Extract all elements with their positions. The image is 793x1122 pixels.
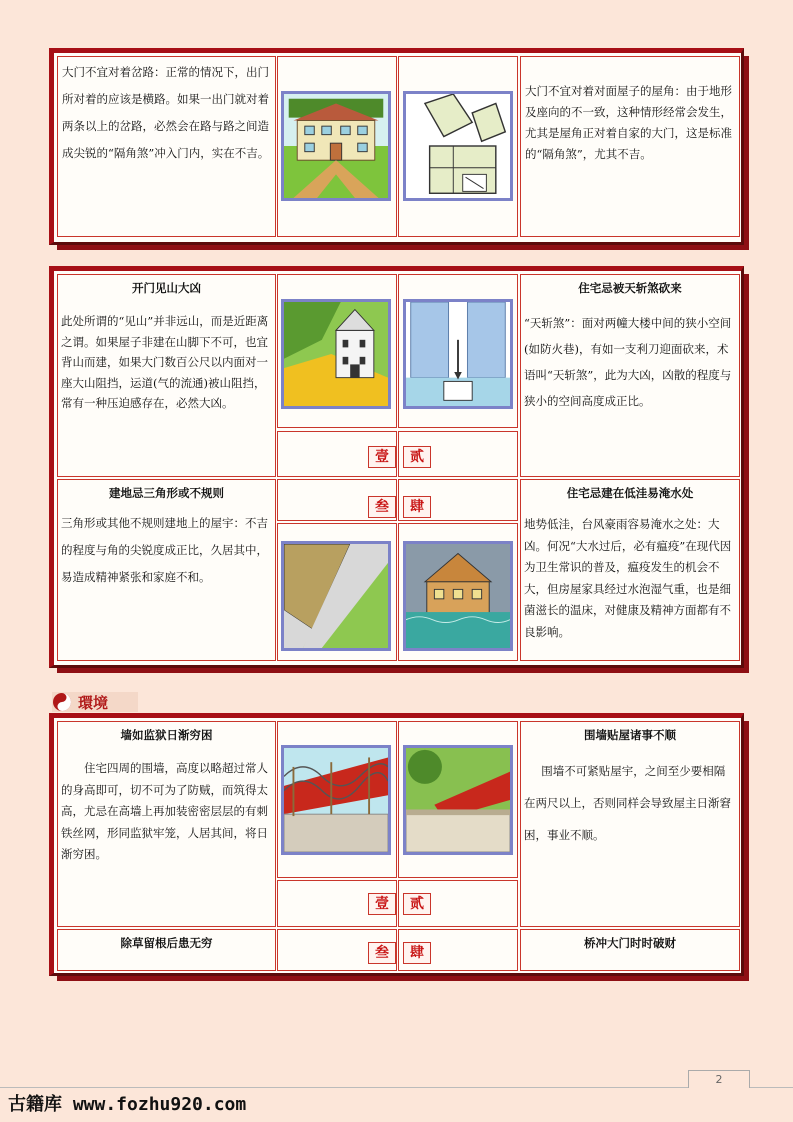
section-title: 環境 bbox=[78, 693, 109, 712]
panel-environment bbox=[49, 713, 744, 976]
sky-blade-body: “天斩煞”：面对两幢大楼中间的狭小空间(如防火巷)，有如一支利刀迎面砍来，术语叫“天斩煞”，此为大凶，凶散的程度与狭小的空间高度成正比。 bbox=[524, 316, 732, 408]
number-badge-4: 肆 bbox=[403, 496, 431, 518]
footer-divider bbox=[0, 1087, 793, 1088]
wall-close-title: 围墙贴屋诸事不顺 bbox=[584, 728, 676, 742]
triangle-title: 建地忌三角形或不规则 bbox=[109, 486, 224, 500]
flooded-house-illustration bbox=[403, 541, 513, 651]
number-badge-4: 肆 bbox=[403, 942, 431, 964]
number-badge-2: 贰 bbox=[403, 446, 431, 468]
triangle-lot-illustration bbox=[281, 541, 391, 651]
number-badge-1: 壹 bbox=[368, 446, 396, 468]
cell-right-text bbox=[520, 56, 740, 237]
footer-brand: 古籍库 www.fozhu920.com bbox=[8, 1094, 247, 1115]
prison-wall-body: 住宅四周的围墙，高度以略超过常人的身高即可，切不可为了防贼，而筑得太高，尤忌在高墙上再加装密密层层的有刺铁丝网，形同监狱牢笼，人居其间，将日渐穷困。 bbox=[61, 761, 268, 861]
cell-prison-wall-text bbox=[57, 721, 276, 927]
floor-plan-illustration bbox=[403, 91, 513, 201]
barbed-wall-illustration bbox=[281, 745, 391, 855]
mountain-body: 此处所谓的“见山”并非远山，而是近距离之谓。如果屋子非建在山脚下不可，也宜背山而建，如果大门数百公尺以内面对一座大山阻挡，运道(气的流通)被山阻挡，常有一种压迫感存在，必然大凶。 bbox=[61, 314, 269, 410]
gate-fork-text: 大门不宜对着岔路：正常的情况下，出门所对着的应该是横路。如果一出门就对着两条以上的岔路，必然会在路与路之间造成尖锐的“隔角煞”冲入门内，实在不吉。 bbox=[62, 65, 270, 160]
cell-weeds-text bbox=[57, 929, 276, 971]
twin-towers-illustration bbox=[403, 299, 513, 409]
cell-left-text bbox=[57, 56, 276, 237]
triangle-body: 三角形或其他不规则建地上的屋宇：不吉的程度与角的尖锐度成正比，久居其中，易造成精神紧张和家庭不和。 bbox=[61, 516, 268, 584]
prison-wall-title: 墙如监狱日渐穷困 bbox=[120, 728, 213, 742]
gate-corner-text: 大门不宜对着对面屋子的屋角：由于地形及座向的不一致，这种情形经常会发生，尤其是屋角正对着自家的大门，这是标准的“隔角煞”，尤其不吉。 bbox=[525, 84, 732, 161]
page-number: 2 bbox=[688, 1070, 750, 1088]
weeds-title: 除草留根后患无穷 bbox=[120, 936, 213, 950]
panel-site-feng-shui bbox=[49, 266, 744, 668]
cell-flood-text bbox=[520, 479, 740, 661]
wall-against-house-illustration bbox=[403, 745, 513, 855]
number-badge-2: 贰 bbox=[403, 893, 431, 915]
cell-bridge-text bbox=[520, 929, 740, 971]
number-badge-3: 叁 bbox=[368, 496, 396, 518]
mountain-title: 开门见山大凶 bbox=[132, 281, 201, 295]
cell-triangle-text bbox=[57, 479, 276, 661]
house-fork-illustration bbox=[281, 91, 391, 201]
flood-body: 地势低洼，台风豪雨容易淹水之处：大凶。何况“大水过后，必有瘟疫”在现代因为卫生常识的普及，瘟疫发生的机会不大，但房屋家具经过水泡湿气重，也是细菌滋长的温床，对健康及精神方面都有不良影响。 bbox=[524, 517, 732, 639]
wall-close-body: 围墙不可紧贴屋宇，之间至少要相隔在两尺以上，否则同样会导致屋主日渐窘困，事业不顺。 bbox=[524, 764, 731, 842]
panel-gate-fork bbox=[49, 48, 744, 245]
castle-mountain-illustration bbox=[281, 299, 391, 409]
sky-blade-title: 住宅忌被天斩煞砍来 bbox=[578, 281, 682, 295]
number-badge-1: 壹 bbox=[368, 893, 396, 915]
yin-yang-icon bbox=[52, 692, 72, 712]
cell-sky-blade-text bbox=[520, 274, 740, 477]
section-header-environment bbox=[52, 692, 138, 712]
cell-wall-close-text bbox=[520, 721, 740, 927]
cell-mountain-text bbox=[57, 274, 276, 477]
flood-title: 住宅忌建在低洼易淹水处 bbox=[566, 486, 694, 500]
number-badge-3: 叁 bbox=[368, 942, 396, 964]
bridge-title: 桥冲大门时时破财 bbox=[584, 936, 676, 950]
